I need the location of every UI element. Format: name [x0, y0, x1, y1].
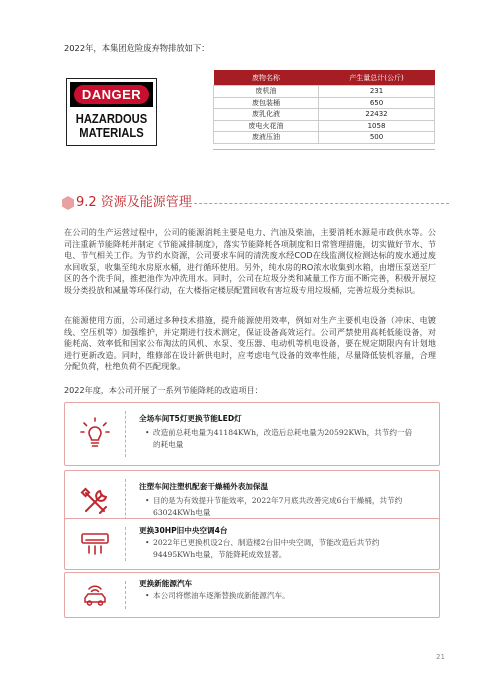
table-header-row: [214, 70, 435, 86]
table-row: [214, 86, 435, 98]
measure-body: [145, 537, 417, 561]
waste-name-cell: 废电火花油: [214, 120, 319, 132]
bullet-icon: •: [145, 591, 150, 600]
measure-body: [145, 495, 417, 519]
waste-name-cell: 废乳化液: [214, 109, 319, 121]
bullet-icon: •: [145, 538, 150, 547]
measure-icon-box: [65, 519, 125, 569]
danger-sign: [66, 78, 157, 146]
tools-icon: [80, 487, 110, 517]
page-number: 21: [436, 653, 445, 661]
waste-amount-cell: 500: [319, 132, 435, 144]
table-row: [214, 120, 435, 132]
paragraph-projects-intro: 2022年度，本公司开展了一系列节能降耗的改造项目：: [64, 385, 263, 395]
measure-text: 本公司将燃油车逐渐替换成新能源汽车。: [153, 591, 290, 600]
table-row: [214, 109, 435, 121]
table-divider: [213, 149, 435, 150]
section-divider: [184, 203, 449, 205]
measure-title: 注塑车间注塑机配套干燥桶外表加保温: [139, 482, 269, 491]
table-row: [214, 132, 435, 144]
bullet-icon: •: [145, 496, 150, 505]
table-row: [214, 97, 435, 109]
waste-amount-cell: 231: [319, 86, 435, 98]
measure-text: 2022年已更换机设2台、制造楼2台旧中央空调，节能改造后共节约94495KWh电量，节能降耗成效显著。: [153, 538, 380, 559]
waste-name-cell: 废机油: [214, 86, 319, 98]
waste-amount-cell: 650: [319, 97, 435, 109]
hazardous-materials-label: [73, 112, 150, 140]
measure-title: 更换新能源汽车: [139, 579, 193, 588]
air-conditioner-icon: [80, 531, 110, 557]
measure-text: 改造前总耗电量为41184KWh，改造后总耗电量为20592KWh，共节约一倍的耗电量: [153, 428, 413, 449]
paragraph-energy-use: 在能源使用方面，公司通过多种技术措施，提升能源使用效率，例如对生产主要机电设备（冲床、电镀线、空压机等）加强维护，并定期进行技术测定，保证设备高效运行。公司严禁使用高耗低能设备，对能耗高、效率低和国家公布淘汰的风机、水泵、变压器、电动机等机电设备，要在规定期限内有计划地进行更新改造。同时，维修部在设计新供电时，应考虑电气设备的效率性能，尽量降低装机容量，合理分配负荷，杜绝负荷不匹配现象。: [64, 315, 436, 372]
waste-name-cell: 废液压油: [214, 132, 319, 144]
measure-card-air-conditioner: [64, 518, 440, 570]
measure-card-electric-vehicle: [64, 572, 440, 618]
measure-body: [145, 590, 417, 602]
waste-amount-cell: 1058: [319, 120, 435, 132]
lightbulb-icon: [80, 417, 110, 451]
header-waste-name: 废物名称: [214, 70, 319, 86]
measure-title: 更换30HP旧中央空调4台: [139, 526, 228, 535]
electric-car-icon: [81, 582, 109, 608]
header-total-amount: 产生量总计(公斤): [319, 70, 435, 86]
paragraph-resource-management: 在公司的生产运营过程中，公司的能源消耗主要是电力、汽油及柴油，主要消耗水源是市政供水等。公司注重新节能降耗并制定《节能减排制度》，落实节能降耗各项制度和日常管理措施，切实做好节水、节电、节气相关工作。为节约水资源，公司要求车间的清洗废水经COD在线监测仪检测达标的废水通过废水回收泵，收集至纯水房原水桶，进行循环使用。另外，纯水房的RO浓水收集到水箱，由增压泵送至厂区的各个洗手间，推把池作为冲洗用水。同时，公司在垃圾分类和减量工作方面不断完善，积极开展垃圾分类投放和减量等环保行动，在大楼指定楼层配置回收有害垃圾专用垃圾桶，完善垃圾分类标识。: [64, 227, 436, 295]
measure-text: 目的是为有效提升节能效率，2022年7月底共改善完成6台干燥桶，共节约63024KWh电量: [153, 496, 403, 517]
danger-label: DANGER: [74, 85, 149, 104]
section-heading: [62, 193, 432, 213]
card-divider: [125, 527, 126, 561]
measure-card-led: [64, 402, 440, 466]
hazardous-waste-table: [213, 70, 435, 144]
waste-amount-cell: 22432: [319, 109, 435, 121]
intro-text: 2022年，本集团危险废弃物排放如下：: [64, 43, 210, 53]
hexagon-icon: [62, 196, 74, 210]
hazardous-text: HAZARDOUS: [75, 111, 148, 126]
card-divider: [125, 411, 126, 457]
card-divider: [125, 581, 126, 609]
section-title: 9.2 资源及能源管理: [76, 195, 192, 210]
waste-name-cell: 废包装桶: [214, 97, 319, 109]
bullet-icon: •: [145, 428, 150, 437]
measure-icon-box: [65, 403, 125, 465]
danger-sign-header: [70, 82, 153, 107]
materials-text: MATERIALS: [79, 125, 144, 140]
measure-body: [145, 427, 417, 451]
measure-icon-box: [65, 573, 125, 617]
measure-title: 全场车间T5灯更换节能LED灯: [139, 414, 242, 423]
